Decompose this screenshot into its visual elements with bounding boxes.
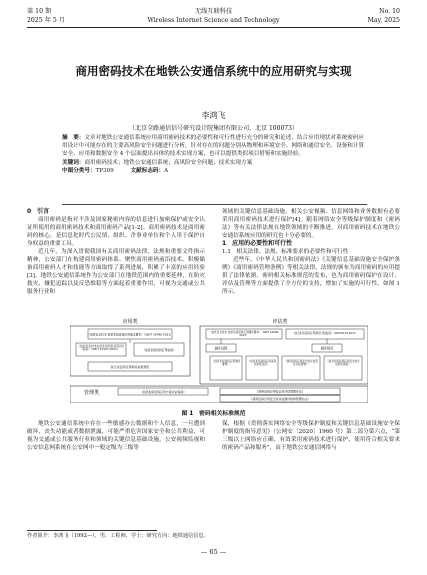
mgmt-std-1: 《信息系统密码应用方案评估指南》 [139,389,187,394]
eval-std-1: 《信息安全技术 信息系统密码应用测评要求》（GB/T 43206-2023） [208,330,280,337]
abstract-block [62,134,367,175]
right-column-bottom [222,420,400,452]
eval-std-6-wrap [246,356,278,380]
eval-std-3: 测评过程 [214,346,228,351]
eval-std-5: 《信息系统密码应用测评要求》 [211,360,241,367]
class-no-label: 中图分类号： [62,167,96,174]
keywords-label: 关键词： [62,159,85,166]
header-divider [27,27,400,28]
mgmt-std-3: 《商用密码应用安全性评估测评机构管理办法》 [249,397,311,401]
bottom-right-para: 保，根据《贯彻落实网络安全等级保护制度和关键信息基础设施安全保护制度的指导意见》（公网安〔2020〕1960 号）第二部分第六点，“第三级以上网络应正确、有效采用密码技术进行保护，使用符合相关要求的密码产品和服务”，由于地铁公安通信网络与 [222,421,400,451]
app-std-2: 《信息安全技术信息系统密码应用设计指南》（GB/T 43207-2023） [77,343,125,351]
section-0-para-2: 近几年，为深入贯彻我国有关商用密码法律、法规和重要文件指示精神，公安部门在构建商用密码体系、聚焦商用密码前沿技术、积极储备商用密码人才和技能等方面取得了系列进展，积累了丰富的应用经验[3]。地铁公安通信系统作为公安部门在地铁范围内的重要延伸，在防灾救灾、嫌犯追踪以及反恐维稳等方面起着重要作用，可视为交通或公共服务行业和 [27,249,205,295]
doc-code-label: 文献标志码： [130,167,165,174]
eval-std-7-wrap [282,356,320,380]
section-1-1-heading: 1.1 相关法律、法规、标准要求的必要性和可行性 [222,249,349,255]
doc-code: A [164,167,169,174]
figure-1-caption: 图 1 密码相关标准规范 [181,411,246,417]
page-number: — 65 — [200,548,227,556]
eval-std-8: 《信息系统密码应用安全性评估报告模板》 [326,360,360,367]
app-std-1: 《信息安全技术 信息系统密码应用基本要求》（GB/T 39786-2021） [87,332,173,337]
issue-cn: 第 10 期 [27,8,52,15]
section-0-para-1: 商用密码是指对不涉及国家秘密内容的信息进行加密保护或安全认证所使用的商用密码技术和商用密码产品[1-2]。商用密码技术是商用密码的核心，是信息化时代公民情、组织、企事业单位和个人用于保护自身权益的重要工具。 [27,217,205,247]
left-column-bottom [27,420,205,452]
section-1-heading: 1 应用的必要性和可行性 [222,240,293,247]
eval-std-4: 测评指导 [320,346,334,351]
eval-std-2-wrap [286,329,364,339]
abstract-label: 摘 要： [62,135,85,141]
app-std-4: 各行业密码应用相关标准规范 [110,365,150,369]
group-label-mgmt: 管理类 [84,390,100,396]
eval-std-5-wrap [210,356,242,380]
date-cn: 2025 年 5 月 [27,17,65,24]
running-header [27,7,400,37]
header-right [368,7,400,25]
right-para-1: 领域的关键信息基础设施，相关公安视频、信息网络和业务数据有必要采用商用密码技术进行保护[4]。随着网络安全等级保护制度和《密码法》等有关法律法规在地铁领域的不断推进，对商用密码技术在地铁公安通信系统应用的研究也十分必要的。 [222,209,400,239]
keywords-text: 商用密码技术；地铁公安通信系统；高风险安全问题；技术实现方案 [84,159,253,166]
paper-author: 李鸿飞 [201,111,226,120]
mgmt-std-2: 《商用密码应用安全性评估管理办法》 [255,389,305,394]
eval-std-7: 《商用密码应用安全性评估量化评估规则》 [284,360,318,367]
figure-1 [70,318,368,403]
eval-std-1-wrap [206,329,282,339]
journal-en: Wireless Internet Science and Technology [147,17,280,24]
issue-en: No. 10 [379,8,400,15]
journal-cn: 无线互联科技 [194,8,233,15]
right-para-2: 近些年，《中华人民共和国密码法》《关键信息基础设施安全保护条例》《商用密码管理条例》等相关法律、法规的颁布为商用密码的应用提供了法律依据。密码相关标准规范的发布，也为商用密码保护在设计、评估及管理等方面提供了全方位的支持，增加了实施的可行性，如图 1 所示。 [222,257,400,295]
author-footnote: 作者简介：李鸿飞（1992—），男，工程师，学士；研究方向：地铁通信信息。 [27,533,209,539]
standards-diagram [70,318,368,403]
author-affiliation: （北京全路通信信号研究设计院集团有限公司，北京 100073） [129,125,298,132]
right-column-top [222,208,400,296]
footnote-divider [27,530,157,531]
app-std-3: 《信息系统密码应用指南》 [142,348,176,352]
eval-std-8-wrap [324,356,362,380]
date-en: May, 2025 [367,17,400,24]
header-center [27,7,400,25]
eval-std-2: 《信息系统密码应用测评过程指南》（GM/T0116-2021） [291,332,359,335]
paper-title: 商用密码技术在地铁公安通信系统中的应用研究与实现 [75,64,352,78]
eval-std-6: 《信息系统密码应用高风险判定指引》 [247,360,277,367]
left-column-top [27,208,205,296]
abstract-text: 文章对地铁公安通信系统应用商用密码技术的必要性和可行性进行充分的研究和论述，结合应用现状对系统密码应用设计中可能存在的主要高风险安全问题进行分析，针对存在的问题分别从物理和环境安全、网络和通信安全、设备和计算安全、应用和数据安全 4 个层面提出具体的技术实现方案，也可以提供类似项目借鉴和实施经验。 [62,135,365,158]
bottom-left-para: 地铁公安通信系统中存在一些敏感办公数据和个人信息，一旦遭到破坏、丧失功能或者数据泄露，可能严重危害国家安全和公共利益，可视为交通或公共服务行业和领域的关键信息基础设施。公安视频监视和公安信息网系统在公安网中一般定级为三级等 [27,421,205,451]
group-label-app: 应用类 [122,319,138,325]
section-0-heading: 0 引言 [27,208,50,215]
group-label-eval: 评估类 [272,319,288,325]
abstract-divider [62,204,367,205]
app-std-2-wrap [76,343,126,356]
class-no: TP309 [95,167,114,174]
